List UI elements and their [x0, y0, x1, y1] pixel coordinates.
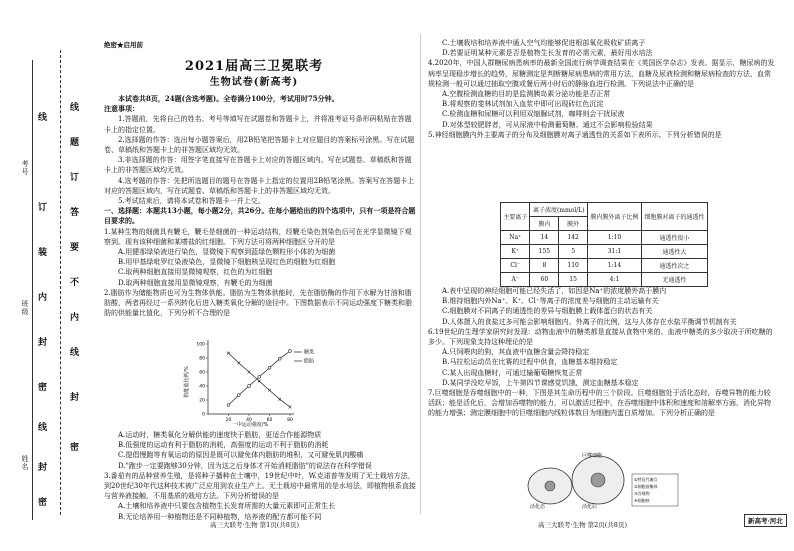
- question-6-option: C.某人出现血糖时，可通过输葡萄糖恢复正常: [442, 368, 583, 377]
- data-point: [278, 357, 281, 360]
- table-cell: 5: [559, 245, 588, 259]
- note-item: 5.考试结束后，请将本试卷和答题卡一并上交。: [118, 197, 265, 206]
- x-tick-label: 40: [246, 418, 252, 423]
- question-2-option: A.运动时，糖类氧化分解供能的速度快于脂肪，更适合作能源物质: [118, 431, 322, 439]
- question-5-option: B.维持细胞内外Na⁺、K⁺、Cl⁻等离子的浓度差与细胞的主动运输有关: [442, 297, 659, 306]
- data-point: [268, 389, 271, 392]
- y-tick-label: 60: [199, 370, 205, 376]
- data-point: [268, 366, 271, 369]
- page-divider: [420, 34, 421, 514]
- note-item: 4.选考题的作答：先把所选题目的题号在答题卡上指定的位置用2B铅笔涂黑。答案写在答题卡上对应的答题区域内，写在试题卷、草稿纸和答题卡上的非答题区域均无效。: [104, 176, 415, 195]
- x-tick-label: 20: [225, 418, 232, 423]
- exam-subtitle: 生物试卷(新高考): [209, 77, 299, 88]
- question-2-option: D."跑步一定要跑够30分钟，因为这之后身体才开始消耗脂肪"的说法存在科学错误: [118, 461, 372, 470]
- question-3-option: B.无论培养用一种植物还是不同种植物，培养液的配方都可能不同: [118, 512, 322, 521]
- seal-line-inner: [60, 50, 61, 515]
- question-6-option: D.某同学没吃早饭，上午第四节课感觉饥饿，测定血糖基本稳定: [442, 378, 639, 387]
- nucleus-icon: [591, 473, 605, 487]
- question-5-option: A.表中呈现的神经细胞可能已经失活了，如因是Na⁺的浓度膜外高于膜内: [442, 287, 667, 295]
- legend-label: 糖类: [304, 349, 315, 356]
- seal-char: 密: [38, 498, 48, 508]
- x-tick-label: 60: [266, 418, 273, 423]
- label-banji: 班级: [21, 300, 29, 316]
- seal-char: 订: [38, 203, 48, 213]
- note-item: 2.选择题的作答：选出每小题答案后，用2B铅笔把答题卡上对应题目的答案标号涂黑。写在试题卷、草稿纸和答题卡上的非答题区域均无效。: [104, 135, 415, 155]
- x-tick-label: 80: [287, 418, 293, 423]
- y-tick-label: 80: [199, 356, 205, 362]
- table-row: [501, 245, 708, 259]
- question-4-option: B.将观察的斐林试剂加入血浆中即可出现砖红色沉淀: [442, 100, 604, 109]
- table-cell: 无通透性: [641, 273, 707, 287]
- seal-char: 内: [38, 293, 48, 303]
- footer-right: 高三大联考·生物 第2页(共8页): [538, 521, 627, 529]
- table-cell: 1:14: [588, 259, 642, 273]
- seal-char: 线: [38, 113, 48, 123]
- chart-xlabel: 一中运动强度/%: [231, 422, 269, 428]
- figure-label: 活化态: [530, 504, 546, 510]
- question-6-option: A.只饲喂肉的狗，其血液中血糖含量会降持稳定: [442, 348, 590, 357]
- table-header: 主要离子: [501, 203, 530, 231]
- exam-info: 本试卷共8页，24题(含选考题)。全卷满分100分，考试用时75分钟。: [118, 94, 339, 103]
- figure-legend-item: ②细胞溶酶体: [634, 484, 658, 489]
- question-5-option: C.细胞膜对不同离子的通透性的差异与细胞膜上载体蛋白的状态有关: [442, 307, 653, 316]
- question-1-option: A.用健那绿染液进行染色，显微镜下观察到蓝绿色颗粒形小体的为细菌: [118, 248, 336, 257]
- question-3-option: C.土壤栽培和培养液中通人空气均能够促进根部氧化吸收矿质离子: [442, 39, 646, 47]
- macrophage-figure: [520, 448, 680, 510]
- table-cell: Cl⁻: [501, 259, 530, 273]
- data-point: [248, 385, 251, 388]
- question-4-option: D.对体型较肥胖者，可从尿液中检测葡萄糖、通过不会影响检验结果: [442, 120, 653, 129]
- question-3-stem: 3.番茄有的品种营养生殖，是将种子播种在土壤中，19世纪中叶，W.克诺普等发明了无土栽培方法，到20世纪30年代这种技术被广泛应用到农业生产上。无土栽培中最常用的是水培法，即植物根系直接与营养液接触，不用基质的栽培方法。下列分析错误的是: [104, 471, 416, 501]
- left-column-bottom: [104, 430, 416, 522]
- seal-char: 封: [70, 393, 80, 403]
- seal-char: 线: [38, 423, 48, 433]
- question-5-option: D.人体摄入的食盐过多可能会影响细胞内、外离子的比例，这与人体存在水盐平衡调节机制有关: [442, 317, 737, 326]
- question-2-option: C.提倡慢跑等有氧运动的原因是既可以避免体内脂肪的堆积，又可避免肌肉酸痛: [118, 451, 364, 460]
- table-cell: 15: [559, 273, 588, 287]
- question-4-option: A.空腹检测血糖的目的是监测胰岛素分泌功能是否正常: [442, 90, 611, 99]
- question-1-option: C.取两种细胞直接用显微镜观察，红色的为红细胞: [118, 268, 273, 277]
- data-point: [248, 371, 251, 374]
- legend-label: 脂肪: [304, 358, 315, 365]
- data-point: [289, 350, 292, 353]
- right-column: [428, 38, 776, 140]
- table-cell: 8: [530, 259, 559, 273]
- table-header: 离子浓度(mmol/L): [530, 203, 588, 217]
- data-point: [227, 404, 230, 407]
- seal-char: 密: [38, 383, 48, 393]
- figure-label: 巨噬细胞: [582, 453, 603, 459]
- note-item: 3.非选择题的作答：用签字笔直接写在答题卡上对应的答题区域内。写在试题卷、草稿纸和答题卡上的非答题区域均无效。: [104, 156, 412, 175]
- ion-table: [500, 202, 708, 287]
- figure-legend-item: ③吞噬物: [634, 491, 650, 496]
- question-3-option: A.土壤和培养液中只要包含植物生长发育所需的大量元素即可正常生长: [118, 502, 336, 511]
- seal-char: 要: [70, 243, 80, 253]
- data-point: [258, 376, 261, 379]
- seal-line-outer: [32, 60, 33, 520]
- y-tick-label: 0: [202, 412, 205, 418]
- seal-char: 线: [70, 348, 80, 358]
- seal-char: 订: [70, 173, 80, 183]
- question-5-stem: 5.神经细胞膜内外主要离子的分布及细胞膜对离子通透性的关系如下表所示。下列分析错误的是: [428, 130, 722, 139]
- seal-char: 不: [70, 278, 80, 288]
- right-column-mid: [428, 286, 776, 419]
- question-6-option: B.马拉松运动员在比赛的过程中供食，血糖基本维持稳定: [442, 358, 618, 367]
- question-6-stem: 6.19世纪的生理学家研究时发现：动物血液中的糖类都是直接从食物中来的。血液中糖类的多少取决于所吃糖的多少。下列现象支持这种理论的是: [428, 327, 773, 347]
- table-row: [501, 273, 708, 287]
- nucleus-icon: [545, 481, 555, 491]
- question-4-option: C.检测血糖和尿糖可以利用双缩脲试剂，咖啡则会干扰尿液: [442, 110, 625, 119]
- table-cell: Na⁺: [501, 231, 530, 245]
- y-tick-label: 100: [196, 342, 205, 348]
- table-cell: 通透性大: [641, 245, 707, 259]
- figure-legend-item: ①特征代谢点: [634, 477, 658, 482]
- table-header: 膜内膜外离子比例: [588, 203, 642, 231]
- chart-ylabel: 供能量比例/%: [184, 366, 190, 398]
- table-cell: 60: [530, 273, 559, 287]
- table-cell: 110: [559, 259, 588, 273]
- label-xingming: 姓名: [21, 455, 29, 471]
- table-cell: 14: [530, 231, 559, 245]
- table-header: 细胞膜对离子的通透性: [641, 203, 707, 231]
- table-row: [501, 259, 708, 273]
- table-row: [501, 231, 708, 245]
- data-point: [289, 406, 292, 409]
- data-point: [278, 398, 281, 401]
- seal-char: 封: [38, 338, 48, 348]
- question-1-stem: 1.某种生物的细菌具有鞭毛，鞭毛是细菌的一种运动结构，经鞭毛染色剂染色后可在光学显微镜下观察到。现有该种细菌和某嗜盐的红细胞。下列方法可将两种细胞区分开的是: [104, 227, 412, 246]
- data-point: [258, 380, 261, 383]
- footer-left: 高三大联考·生物 第1页(共8页): [210, 521, 299, 529]
- secret-label: 绝密★启用前: [104, 41, 143, 49]
- seal-char: 装: [38, 248, 48, 258]
- table-subheader: 膜外: [559, 217, 588, 231]
- table-cell: 通透性次之: [641, 259, 707, 273]
- edition-tag: 新高考·河北: [744, 514, 787, 527]
- y-tick-label: 40: [199, 384, 205, 390]
- seal-char: 密: [70, 443, 80, 453]
- series-line-1: [229, 353, 291, 407]
- seal-char: 题: [70, 138, 80, 148]
- question-2-option: B.低强度的运动有利于脂肪的消耗，高强度的运动不利于脂肪的消耗: [118, 441, 329, 450]
- data-point: [237, 362, 240, 365]
- question-2-stem: 2.脂肪作为储能物质也可为生物体供能。脂肪为生物体供能时，先在脂肪酶的作用下水解为甘油和脂肪酸，两者再经过一系列转化后进入糖类氧化分解的途径中。下图数据表示不同运动强度下糖类和脂肪的供能量比值化，下列分析不合理的是: [104, 288, 412, 318]
- question-1-option: B.用甲基绿吡罗红染液染色，显微镜下细胞核呈现红色的细胞为红细胞: [118, 258, 336, 267]
- left-column: [104, 94, 416, 318]
- table-cell: A⁻: [501, 273, 530, 287]
- table-cell: 4:1: [588, 273, 642, 287]
- question-7-stem: 7.巨噬细胞是吞噬细胞中的一种，下图是其生命历程中的三个阶段。巨噬细胞处于活化态时，吞噬异物的能力较活跃；能是活化后，会增加吞噬物的能力，可以激活过程中，在吞噬细胞中体积和速度和溶解率方面，消化异物的能力增强；测定膜细胞中的巨噬细胞内线粒体数目为细胞内蛋白质增加。下列分析正确的是: [428, 389, 771, 418]
- table-cell: 1:10: [588, 231, 642, 245]
- question-4-stem: 4.2020年，中国人群糖尿病患病率的最新全国流行病学调查结果在《英国医学杂志》发表。据显示，糖尿病的发病率呈现稳步增长的趋势，尿糖测定是判断糖尿病患病的常用方法，血糖及尿液检测和糖尿病检查的方法，血常规检测一般可以通过抽取空腹或餐后两小时后的静脉血进行检测。下列说法中正确的是: [428, 59, 775, 88]
- figure-label: 活化后: [582, 504, 598, 510]
- table-cell: 142: [559, 231, 588, 245]
- seal-char: 封: [38, 463, 48, 473]
- exam-title: 2021届高三卫冕联考: [184, 59, 324, 74]
- table-cell: 155: [530, 245, 559, 259]
- seal-char: 答: [70, 208, 80, 218]
- label-kaohao: 考号: [21, 160, 29, 176]
- section-heading: 一、选择题：本题共13小题，每小题2分，共26分。在每小题给出的四个选项中，只有一项是符合题目要求的。: [104, 206, 416, 226]
- energy-supply-chart: [180, 336, 330, 428]
- y-tick-label: 20: [199, 398, 205, 404]
- data-point: [237, 394, 240, 397]
- table-cell: K⁺: [501, 245, 530, 259]
- table-cell: 31:1: [588, 245, 642, 259]
- binding-margin: [0, 0, 100, 551]
- table-subheader: 膜内: [530, 217, 559, 231]
- data-point: [227, 352, 230, 355]
- question-3-option: D.若要证明某种元素是否是植物生长发育的必需元素，最好用水培法: [442, 49, 653, 58]
- figure-legend-item: ④细胞核: [634, 498, 650, 503]
- note-item: 1.答题前，先将自己的姓名、考号等填写在试题卷和答题卡上，并将准考证号条形码粘贴在答题卡上的指定位置。: [104, 115, 412, 134]
- seal-char: 内: [70, 313, 80, 323]
- table-cell: 通透性很小: [641, 231, 707, 245]
- question-1-option: D.取两种细胞直接用显微镜观察，有鞭毛的为细菌: [118, 278, 273, 287]
- notes-title: 注意事项：: [104, 104, 139, 114]
- seal-char: 线: [70, 103, 80, 113]
